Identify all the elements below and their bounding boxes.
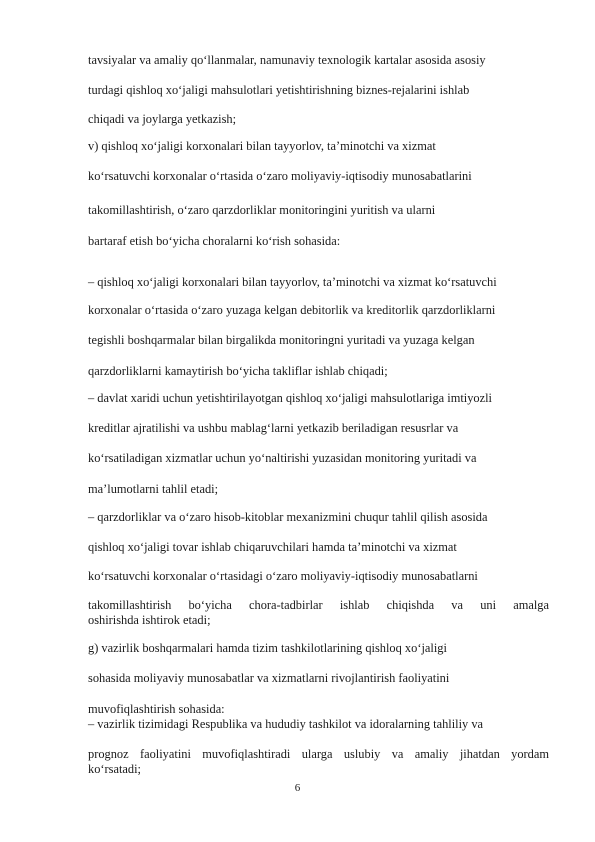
text-line: v) qishloq xo‘jaligi korxonalari bilan tayyorlov, ta’minotchi va xizmat	[88, 139, 436, 153]
text-line: turdagi qishloq xo‘jaligi mahsulotlari yetishtirishning biznes-rejalarini ishlab	[88, 83, 470, 97]
text-line: chiqadi va joylarga yetkazish;	[88, 112, 237, 126]
text-line: – qishloq xo‘jaligi korxonalari bilan tayyorlov, ta’minotchi va xizmat ko‘rsatuvchi	[88, 275, 497, 289]
text-line: – qarzdorliklar va o‘zaro hisob-kitoblar mexanizmini chuqur tahlil qilish asosida	[88, 510, 488, 524]
text-line: ma’lumotlarni tahlil etadi;	[88, 482, 219, 496]
text-line: qishloq xo‘jaligi tovar ishlab chiqaruvchilari hamda ta’minotchi va xizmat	[88, 540, 457, 554]
text-line: ko‘rsatiladigan xizmatlar uchun yo‘naltirishi yuzasidan monitoring yuritadi va	[88, 451, 477, 465]
text-line: – davlat xaridi uchun yetishtirilayotgan qishloq xo‘jaligi mahsulotlariga imtiyozli	[88, 391, 492, 405]
text-line: takomillashtirish, o‘zaro qarzdorliklar monitoringini yuritish va ularni	[88, 203, 436, 217]
text-line: tavsiyalar va amaliy qo‘llanmalar, namunaviy texnologik kartalar asosida asosiy	[88, 53, 486, 67]
text-line: qarzdorliklarni kamaytirish bo‘yicha takliflar ishlab chiqadi;	[88, 364, 388, 378]
text-line: takomillashtirish bo‘yicha chora-tadbirlar ishlab chiqishda va uni amalga	[88, 598, 549, 612]
text-line: prognoz faoliyatini muvofiqlashtiradi ularga uslubiy va amaliy jihatdan yordam	[88, 747, 549, 761]
text-line: tegishli boshqarmalar bilan birgalikda monitoringni yuritadi va yuzaga kelgan	[88, 333, 475, 347]
text-line: kreditlar ajratilishi va ushbu mablag‘larni yetkazib beriladigan resusrlar va	[88, 421, 459, 435]
text-line: korxonalar o‘rtasida o‘zaro yuzaga kelgan debitorlik va kreditorlik qarzdorliklarni	[88, 303, 496, 317]
text-line: muvofiqlashtirish sohasida:	[88, 702, 225, 716]
text-line: oshirishda ishtirok etadi;	[88, 613, 211, 627]
text-line: ko‘rsatadi;	[88, 762, 141, 776]
text-line: ko‘rsatuvchi korxonalar o‘rtasida o‘zaro moliyaviy-iqtisodiy munosabatlarini	[88, 169, 472, 183]
text-line: – vazirlik tizimidagi Respublika va hududiy tashkilot va idoralarning tahliliy va	[88, 717, 484, 731]
page-number: 6	[294, 782, 301, 794]
text-line: g) vazirlik boshqarmalari hamda tizim tashkilotlarining qishloq xo‘jaligi	[88, 641, 447, 655]
text-line: bartaraf etish bo‘yicha choralarni ko‘rish sohasida:	[88, 234, 341, 248]
text-line: sohasida moliyaviy munosabatlar va xizmatlarni rivojlantirish faoliyatini	[88, 671, 450, 685]
text-line: ko‘rsatuvchi korxonalar o‘rtasidagi o‘zaro moliyaviy-iqtisodiy munosabatlarni	[88, 569, 478, 583]
